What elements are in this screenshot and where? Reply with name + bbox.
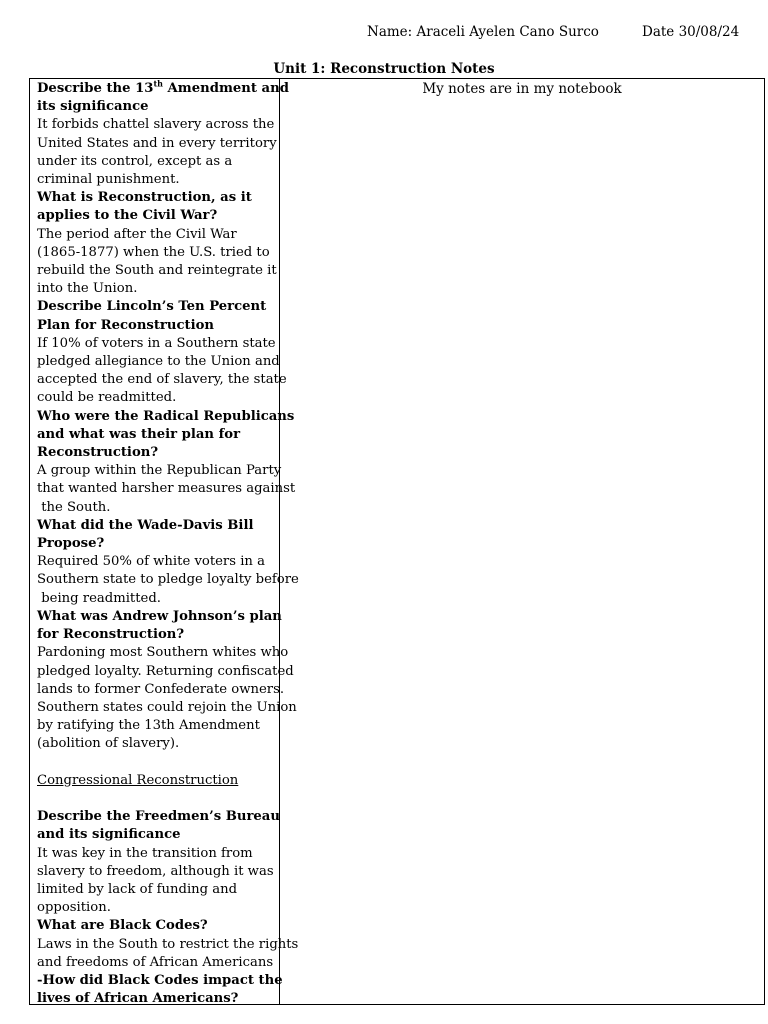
notes-text: My notes are in my notebook — [422, 81, 622, 97]
student-name: Name: Araceli Ayelen Cano Surco — [367, 24, 599, 40]
answer-line: rebuild the South and reintegrate it — [37, 263, 277, 279]
question-line: Propose? — [37, 536, 105, 552]
spacer — [37, 754, 287, 772]
notes-column — [280, 80, 764, 98]
answer-line: and freedoms of African Americans — [37, 954, 274, 970]
section-johnson-plan — [37, 608, 297, 754]
question-line: and what was their plan for — [37, 426, 241, 442]
answer-text — [37, 226, 287, 299]
question-heading — [37, 808, 287, 844]
answer-line: by ratifying the 13th Amendment — [37, 718, 260, 734]
question-heading — [37, 517, 287, 553]
answer-line: under its control, except as a — [37, 153, 233, 169]
answer-text — [37, 845, 287, 918]
section-subheading: Congressional Reconstruction — [37, 772, 239, 788]
answer-line: It forbids chattel slavery across the — [37, 117, 275, 133]
answer-line: Southern state to pledge loyalty before — [37, 572, 299, 588]
answer-text — [37, 462, 296, 517]
answer-line: criminal punishment. — [37, 172, 180, 188]
question-line: its significance — [37, 99, 149, 115]
section-freedmens-bureau — [37, 808, 287, 917]
question-line: What are Black Codes? — [37, 918, 208, 934]
question-line: What was Andrew Johnson’s plan — [37, 608, 282, 624]
question-heading — [37, 80, 287, 116]
question-line: lives of African Americans? — [37, 991, 239, 1007]
question-line — [37, 80, 287, 98]
answer-line: United States and in every territory — [37, 135, 277, 151]
section-radical-republicans — [37, 408, 296, 517]
section-black-codes-impact — [37, 972, 287, 1008]
answer-line: Laws in the South to restrict the rights — [37, 936, 299, 952]
answer-line: pledged allegiance to the Union and — [37, 354, 280, 370]
answer-line: limited by lack of funding and — [37, 881, 238, 897]
answer-line: (abolition of slavery). — [37, 736, 180, 752]
answer-line: that wanted harsher measures against — [37, 481, 296, 497]
questions-column — [37, 78, 299, 1008]
question-text: Amendment and — [162, 81, 289, 96]
question-text: Describe the 13 — [37, 81, 154, 96]
question-line: What did the Wade-Davis Bill — [37, 517, 254, 533]
answer-line: slavery to freedom, although it was — [37, 863, 274, 879]
section-black-codes — [37, 917, 299, 972]
answer-line: opposition. — [37, 900, 111, 916]
question-line: Describe the Freedmen’s Bureau — [37, 809, 280, 825]
superscript: th — [153, 78, 163, 89]
question-heading — [37, 298, 287, 334]
question-heading — [37, 972, 287, 1008]
answer-line: Southern states could rejoin the Union — [37, 699, 297, 715]
section-wade-davis-bill — [37, 517, 299, 608]
answer-text — [37, 936, 299, 972]
question-line: Who were the Radical Republicans — [37, 408, 295, 424]
answer-line: into the Union. — [37, 281, 138, 297]
answer-line: A group within the Republican Party — [37, 463, 282, 479]
answer-line: being readmitted. — [37, 590, 161, 606]
answer-line: The period after the Civil War — [37, 226, 237, 242]
question-line: and its significance — [37, 827, 181, 843]
answer-text — [37, 335, 287, 408]
question-line: Describe Lincoln’s Ten Percent — [37, 299, 267, 315]
date: Date 30/08/24 — [642, 24, 740, 40]
question-line: -How did Black Codes impact the — [37, 972, 283, 988]
answer-text — [37, 116, 287, 189]
question-heading — [37, 408, 295, 463]
answer-text — [37, 553, 299, 608]
question-line: Plan for Reconstruction — [37, 317, 214, 333]
section-reconstruction — [37, 189, 287, 298]
spacer — [37, 790, 287, 808]
question-heading — [37, 189, 287, 225]
section-13th-amendment — [37, 80, 287, 189]
section-ten-percent-plan — [37, 298, 287, 407]
question-heading — [37, 917, 287, 935]
answer-line: Pardoning most Southern whites who — [37, 645, 289, 661]
answer-line: pledged loyalty. Returning confiscated — [37, 663, 294, 679]
answer-line: accepted the end of slavery, the state — [37, 372, 287, 388]
answer-text — [37, 644, 297, 753]
answer-line: the South. — [37, 499, 111, 515]
question-heading — [37, 608, 287, 644]
answer-line: lands to former Confederate owners. — [37, 681, 285, 697]
answer-line: Required 50% of white voters in a — [37, 554, 265, 570]
answer-line: (1865-1877) when the U.S. tried to — [37, 244, 270, 260]
notes-table — [29, 78, 765, 1005]
answer-line: It was key in the transition from — [37, 845, 253, 861]
question-line: for Reconstruction? — [37, 627, 185, 643]
question-line: What is Reconstruction, as it — [37, 190, 252, 206]
question-line: Reconstruction? — [37, 445, 159, 461]
page-title: Unit 1: Reconstruction Notes — [273, 61, 495, 77]
question-line: applies to the Civil War? — [37, 208, 218, 224]
answer-line: If 10% of voters in a Southern state — [37, 335, 276, 351]
answer-line: could be readmitted. — [37, 390, 177, 406]
